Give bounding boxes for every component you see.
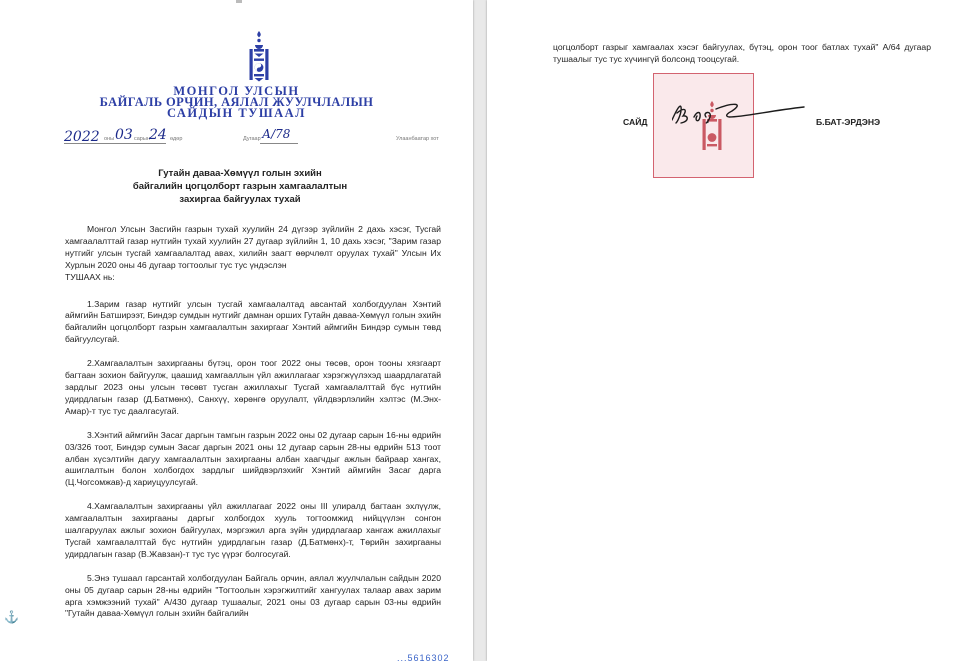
page-number: ...5616302	[397, 653, 450, 661]
title-line-1: Гутайн даваа-Хөмүүл голын эхийн	[158, 168, 322, 179]
date-number-row	[0, 128, 473, 148]
intro-paragraph: Монгол Улсын Засгийн газрын тухай хуулийн 24 дүгээр зүйлийн 2 дахь хэсэг, Тусгай хамгаалалттай газар нутгийн тухай хуулийн 27 дугаар зүйлийн 1, 10 дахь хэсэг, "Зарим газар нутгийг улсын тусгай хамгаалалтад авах, хилийн заагт өөрчлөлт оруулах тухай" Улсын Их Хурлын 2020 оны 46 дугаар тогтоолыг тус тус үндэслэн	[65, 224, 441, 270]
date-underline	[64, 143, 166, 144]
header-country: МОНГОЛ УЛСЫН	[173, 84, 300, 98]
number-label: Дугаар	[243, 136, 261, 142]
paragraph-3: 3.Хэнтий аймгийн Засаг даргын тамгын газрын 2022 оны 02 дугаар сарын 16-ны өдрийн 03/326 тоот, Биндэр сумын Засаг даргын 2021 оны 12 дугаар сарын 28-ны өдрийн 513 тоот албан хүсэлтийн дагуу хамгаалалтын захиргааны албан хаагчдыг ажлын байраар хангах, ашиглалтын болон холбогдох зардлыг шийдвэрлэхийг Хэнтий аймгийн Засаг дарга (Ц.Чогсомжав)-д хариуцуулсугай.	[65, 429, 441, 488]
handwritten-signature	[672, 95, 807, 135]
paragraph-2: 2.Хамгаалалтын захиргааны бүтэц, орон тоог 2022 оны төсөв, орон тооны хязгаарт багтаан зохион байгуулж, цаашид хамгааллын үйл ажиллагааг хэрэгжүүлэхэд шаардлагатай зардлыг 2023 оны улсын төсөвт тусган ажиллахыг Тусгай хамгаалалттай бүс нутгийн удирдлагын газар (Д.Батмөнх), Санхүү, хөрөнгө оруулалт, үйлдвэрлэлийн хэлтэс (М.Энх-Амар)-т тус тус даалгасугай.	[65, 358, 441, 416]
title-line-2: байгалийн цогцолборт газрын хамгаалалтын	[132, 181, 348, 192]
paragraph-4: 4.Хамгаалалтын захиргааны үйл ажиллагааг 2022 оны III улиралд багтаан эхлүүлж, хамгаалалтын захиргааны даргыг холбогдох хууль тогтоомжид нийцүүлэн сонгон шалгаруулах ажлыг зохион байгуулах, мэргэжил арга зүйн удирдлагаар хангаж ажиллахыг Тусгай хамгаалалттай бүс нутгийн удирдлагын газар (Д.Батмөнх)-т, Төрийн захиргааны удирдлагын газар (В.Жавзан)-т тус тус үүрэг болгосугай.	[65, 501, 441, 559]
date-year: 2022	[64, 129, 100, 145]
paragraph-5: 5.Энэ тушаал гарсантай холбогдуулан Байгаль орчин, аялал жуулчлалын сайдын 2020 оны 05 дугаар сарын 28-ны өдрийн "Тогтоолын хэрэгжилтийг хангуулах талаар авах зарим арга хэмжээний тухай" А/430 дугаар тушаалыг, 2021 оны 03 дугаар сарын 03-ны өдрийн "Гутайн даваа-Хөмүүл голын эхийн байгалийн	[65, 572, 441, 619]
anchor-icon[interactable]: ⚓	[4, 610, 19, 624]
soyombo-emblem-icon	[247, 30, 271, 82]
paragraph-1: 1.Зарим газар нутгийг улсын тусгай хамгаалалтад авсантай холбогдуулан Хэнтий аймгийн Батширээт, Биндэр сумдын нутгийг дамнан орших Гутайн даваа-Хөмүүл голын эхийн байгалийн цогцолборт газрын хамгаалалтын захиргааг Хэнтий аймгийн Биндэр сумын төвд байгуулсугай.	[65, 298, 441, 345]
date-year-suffix: оны	[104, 136, 115, 142]
page-top-mark	[236, 0, 242, 3]
date-day: 24	[149, 127, 167, 143]
order-word: ТУШААХ нь:	[65, 271, 115, 282]
city-label: Улаанбаатар хот	[396, 136, 439, 142]
title-line-3: захиргаа байгуулах тухай	[179, 194, 301, 205]
document-body	[65, 224, 441, 632]
document-page-1	[0, 0, 473, 661]
date-month-suffix: сарын	[134, 136, 150, 142]
header-order-title: САЙДЫН ТУШААЛ	[167, 106, 306, 120]
header-ministry: БАЙГАЛЬ ОРЧИН, АЯЛАЛ ЖУУЛЧЛАЛЫН	[99, 95, 374, 109]
date-day-suffix: өдөр	[170, 136, 183, 142]
number-underline	[260, 143, 298, 144]
order-number: А/78	[262, 127, 291, 141]
document-title	[90, 167, 390, 206]
date-month: 03	[115, 127, 133, 143]
continuation-text: цогцолборт газрыг хамгаалах хэсэг байгуулах, бүтэц, орон тоог батлах тухай" А/64 дугаар тушаалыг тус тус хүчингүй болсонд тооцсугай.	[553, 42, 931, 64]
signature-title: САЙД	[623, 117, 648, 127]
signatory-name: Б.БАТ-ЭРДЭНЭ	[816, 117, 881, 127]
